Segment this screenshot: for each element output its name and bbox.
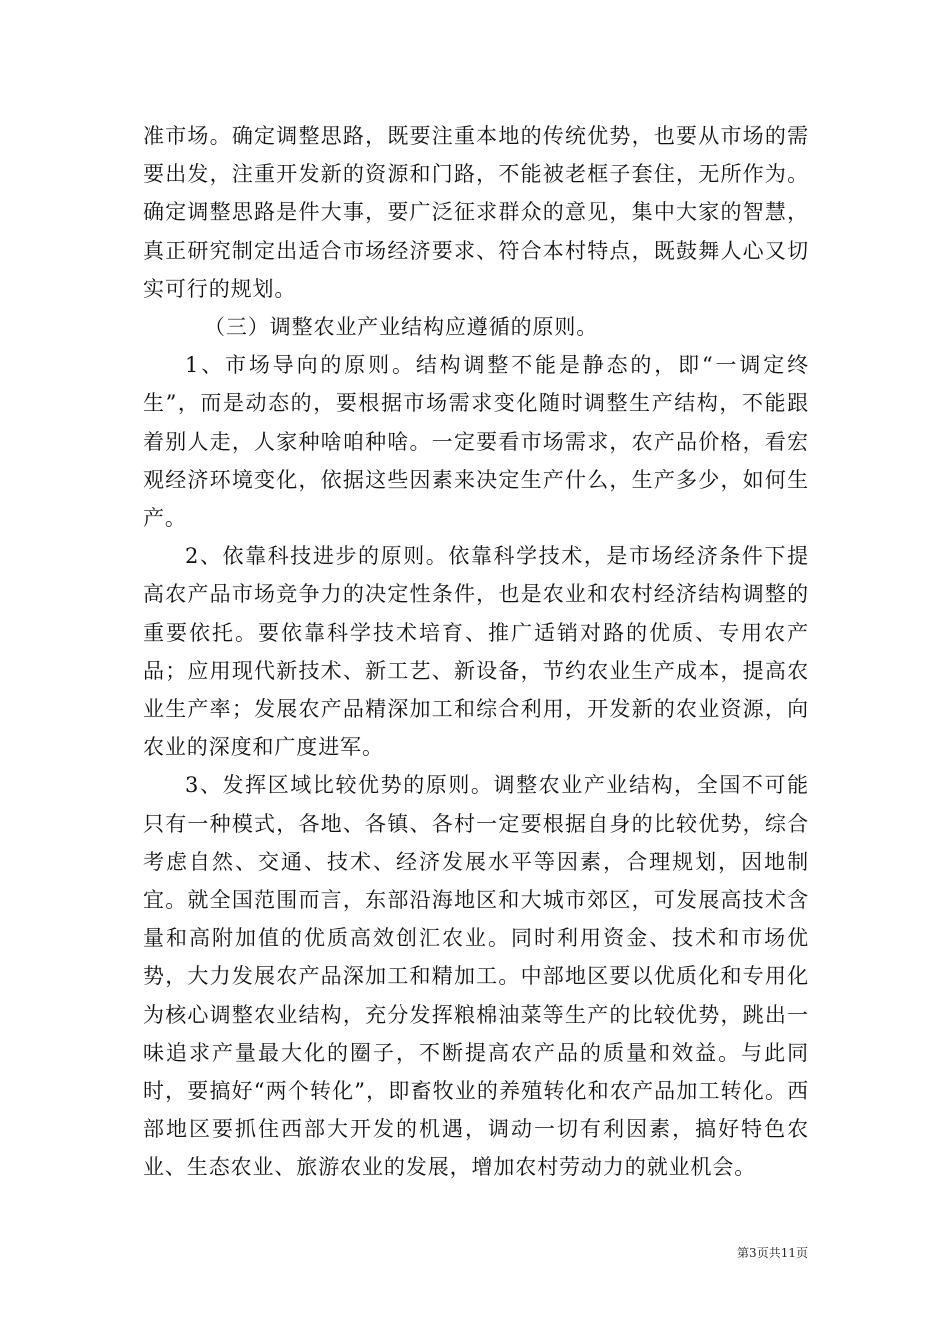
footer-suffix: 页 [795,1246,808,1260]
total-page-count: 11 [780,1246,796,1260]
footer-middle: 页共 [756,1246,781,1260]
paragraph-continuation: 准市场。确定调整思路，既要注重本地的传统优势，也要从市场的需要出发，注重开发新的资源和门路，不能被老框子套住，无所作为。确定调整思路是件大事，要广泛征求群众的意见，集中大家的智慧，真正研究制定出适合市场经济要求、符合本村特点，既鼓舞人心又切实可行的规划。 [143,124,809,301]
paragraph-technology-principle: 2、依靠科技进步的原则。依靠科学技术，是市场经济条件下提高农产品市场竞争力的决定性条件，也是农业和农村经济结构调整的重要依托。要依靠科学技术培育、推广适销对路的优质、专用农产品；应用现代新技术、新工艺、新设备，节约农业生产成本，提高农业生产率；发展农产品精深加工和综合利用，开发新的农业资源，向农业的深度和广度进军。 [143,544,809,760]
page-number-footer [700,1245,808,1261]
document-body [143,117,809,1187]
paragraph-regional-advantage-principle: 3、发挥区域比较优势的原则。调整农业产业结构，全国不可能只有一种模式，各地、各镇、各村一定要根据自身的比较优势，综合考虑自然、交通、技术、经济发展水平等因素，合理规划，因地制宜。就全国范围而言，东部沿海地区和大城市郊区，可发展高技术含量和高附加值的优质高效创汇农业。同时利用资金、技术和市场优势，大力发展农产品深加工和精加工。中部地区要以优质化和专用化为核心调整农业结构，充分发挥粮棉油菜等生产的比较优势，跳出一味追求产量最大化的圈子，不断提高农产品的质量和效益。与此同时，要搞好“两个转化”，即畜牧业的养殖转化和农产品加工转化。西部地区要抓住西部大开发的机遇，调动一切有利因素，搞好特色农业、生态农业、旅游农业的发展，增加农村劳动力的就业机会。 [143,773,809,1180]
paragraph-market-principle: 1、市场导向的原则。结构调整不能是静态的，即“一调定终生”，而是动态的，要根据市场需求变化随时调整生产结构，不能跟着别人走，人家种啥咱种啥。一定要看市场需求，农产品价格，看宏观经济环境变化，依据这些因素来决定生产什么，生产多少，如何生产。 [143,353,809,531]
section-heading: （三）调整农业产业结构应遵循的原则。 [204,315,599,340]
current-page-number: 3 [749,1246,757,1260]
footer-prefix: 第 [737,1246,750,1260]
